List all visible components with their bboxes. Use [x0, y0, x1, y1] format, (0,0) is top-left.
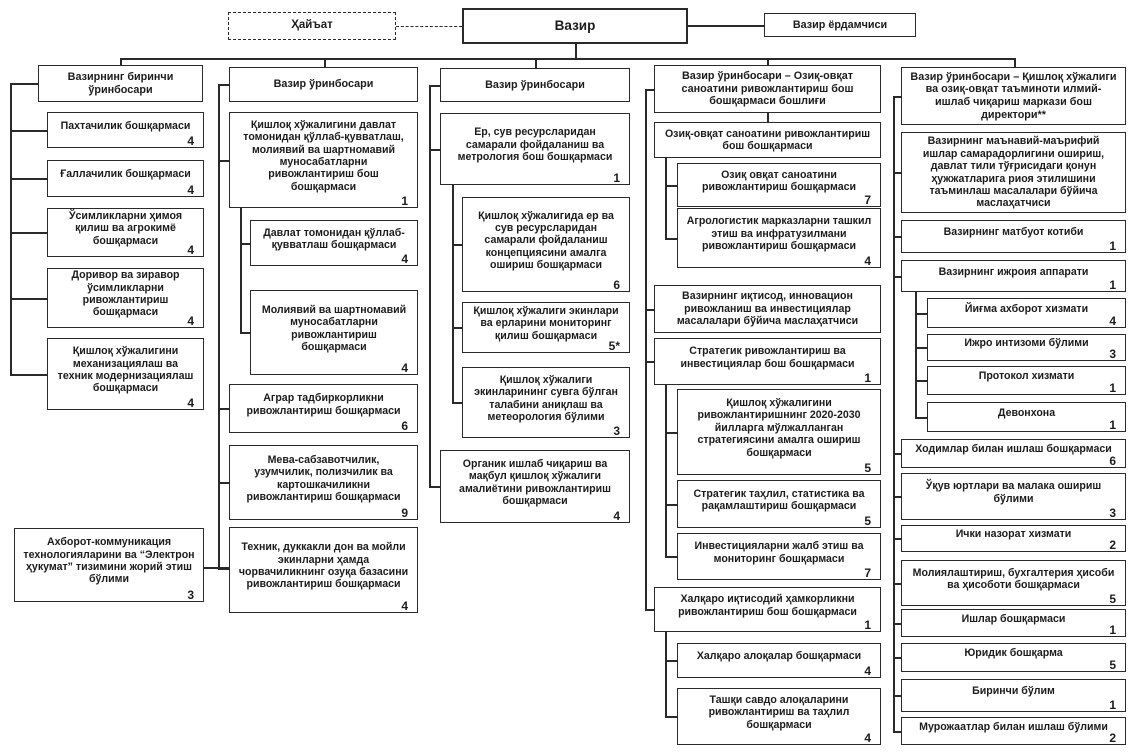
org-box-label: Ўқув юртлари ва малака ошириш бўлими	[925, 480, 1102, 505]
org-box-label: Қишлоқ хўжалигини механизациялаш ва техник модернизациялаш бошқармаси	[57, 345, 194, 395]
connector-line	[396, 26, 462, 27]
connector-line	[452, 185, 454, 402]
connector-line	[452, 327, 462, 329]
connector-line	[893, 172, 901, 174]
connector-line	[893, 657, 901, 659]
org-box-label: Аграр тадбиркорликни ривожлантириш бошқармаси	[246, 392, 401, 417]
org-box-count: 4	[864, 663, 871, 678]
column-header-label: Вазир ўринбосари	[485, 78, 585, 91]
org-box	[250, 220, 418, 266]
connector-line	[240, 243, 250, 245]
org-box-label: Ижро интизоми бўлими	[964, 337, 1089, 350]
org-box	[229, 445, 418, 520]
org-box-count: 1	[613, 170, 620, 185]
org-box-label: Молиявий ва шартномавий муносабатларни ривожлантириш бошқармаси	[261, 303, 407, 353]
org-box	[462, 302, 630, 353]
org-box-count: 1	[1109, 697, 1116, 712]
assistant-box	[764, 13, 916, 37]
org-box-label: Доривор ва зиравор ўсимликларни ривожлантириш бошқармаси	[71, 269, 180, 319]
connector-line	[893, 276, 901, 278]
connector-line	[575, 44, 577, 58]
column-header-label: Вазир ўринбосари – Қишлоқ хўжалиги ва озиқ-овқат таъминоти илмий-ишлаб чиқариш маркази бош директори**	[910, 70, 1117, 121]
org-box-label: Қишлоқ хўжалиги экинлари ва ерларини мониторинг қилиш бошқармаси	[473, 304, 619, 342]
connector-line	[915, 417, 927, 419]
org-box	[677, 480, 881, 528]
org-box-label: Стратегик ривожлантириш ва инвестициялар бош бошқармаси	[680, 345, 855, 370]
org-box-label: Ходимлар билан ишлаш бошқармаси	[915, 443, 1112, 456]
org-box-count: 6	[613, 277, 620, 292]
connector-line	[218, 84, 229, 86]
org-box-label: Халқаро алоқалар бошқармаси	[696, 650, 862, 663]
org-box-label: Халқаро иқтисодий ҳамкорликни ривожлантириш бош бошқармаси	[678, 593, 857, 618]
org-box-label: Вазирнинг ижроия аппарати	[938, 265, 1089, 278]
connector-line	[665, 238, 677, 240]
org-box-count: 4	[613, 508, 620, 523]
connector-line	[915, 347, 927, 349]
org-box-count: 4	[1109, 313, 1116, 328]
connector-line	[429, 486, 440, 488]
org-box-label: Мева-сабзавотчилик, узумчилик, полизчилик ва картошкачиликни ривожлантириш бошқармаси	[246, 453, 401, 503]
org-box-count: 2	[1109, 730, 1116, 745]
org-box-count: 4	[187, 133, 194, 148]
org-box-label: Озиқ-овқат саноатини ривожлантириш бош бошқармаси	[664, 127, 871, 152]
column-header-5	[901, 67, 1126, 125]
org-box-count: 4	[401, 360, 408, 375]
org-box-label: Озиқ овқат саноатини ривожлантириш бошқармаси	[701, 168, 857, 193]
org-box-count: 6	[1109, 453, 1116, 468]
column-header-2	[229, 67, 418, 102]
connector-line	[10, 130, 47, 132]
minister-label: Вазир	[554, 18, 596, 34]
connector-line	[10, 298, 47, 300]
org-box	[229, 384, 418, 433]
org-box-count: 9	[401, 505, 408, 520]
org-box-label: Йиғма ахборот хизмати	[964, 302, 1089, 315]
org-box	[927, 298, 1126, 328]
org-box	[677, 643, 881, 678]
connector-line	[665, 504, 677, 506]
connector-line	[893, 236, 901, 238]
org-box	[229, 112, 418, 208]
org-box	[901, 260, 1126, 292]
connector-line	[429, 149, 440, 151]
org-box-label: Қишлоқ хўжалигида ер ва сув ресурсларидан самарали фойдаланиш концепциясини амалга ошириш бошқармаси	[478, 209, 614, 272]
connector-line	[893, 538, 901, 540]
org-box-count: 4	[401, 598, 408, 613]
connector-line	[218, 568, 229, 570]
org-box	[47, 208, 204, 257]
connector-line	[10, 374, 47, 376]
org-box	[250, 290, 418, 375]
org-box	[14, 528, 204, 602]
org-box-count: 4	[864, 730, 871, 745]
connector-line	[893, 731, 901, 733]
org-box	[440, 113, 630, 185]
org-box	[654, 122, 881, 158]
board-label: Ҳайъат	[291, 19, 333, 32]
org-box-count: 1	[1109, 380, 1116, 395]
org-box	[677, 389, 881, 475]
minister-box	[462, 8, 688, 44]
column-header-label: Вазир ўринбосари – Озиқ-овқат саноатини ривожлантириш бош бошқармаси бошлиғи	[681, 70, 854, 108]
org-box	[927, 366, 1126, 395]
connector-line	[218, 482, 229, 484]
column-header-3	[440, 68, 630, 102]
org-box	[47, 160, 204, 197]
org-box	[901, 132, 1126, 213]
connector-line	[452, 244, 462, 246]
connector-line	[645, 361, 654, 363]
connector-line	[10, 83, 12, 374]
org-box	[901, 609, 1126, 637]
connector-line	[10, 232, 47, 234]
org-box	[677, 208, 881, 268]
org-box-count: 1	[401, 193, 408, 208]
connector-line	[893, 623, 901, 625]
org-box-count: 4	[864, 253, 871, 268]
org-box-count: 2	[1109, 537, 1116, 552]
org-box	[901, 439, 1126, 468]
connector-line	[893, 695, 901, 697]
org-box-count: 6	[401, 418, 408, 433]
org-box	[901, 679, 1126, 712]
org-box-count: 5	[864, 513, 871, 528]
org-box	[927, 402, 1126, 432]
connector-line	[218, 84, 220, 568]
connector-line	[120, 58, 1014, 60]
connector-line	[240, 208, 242, 332]
org-box	[901, 560, 1126, 606]
org-box-label: Ишлар бошқармаси	[961, 612, 1066, 625]
org-box-count: 3	[613, 423, 620, 438]
org-box	[462, 197, 630, 292]
org-box-count: 7	[864, 565, 871, 580]
connector-line	[767, 113, 769, 122]
org-box	[901, 220, 1126, 253]
connector-line	[120, 58, 122, 65]
org-box-label: Ахборот-коммуникация технологияларини ва “Электрон ҳукумат” тизимини жорий этиш бўлими	[23, 536, 195, 586]
org-box-label: Давлат томонидан қўллаб-қувватлаш бошқармаси	[263, 226, 405, 251]
board-box	[228, 12, 396, 40]
org-box-label: Ички назорат хизмати	[955, 528, 1072, 541]
connector-line	[893, 496, 901, 498]
org-box-label: Юридик бошқарма	[964, 647, 1063, 660]
org-box	[901, 643, 1126, 672]
assistant-label: Вазир ёрдамчиси	[792, 18, 888, 31]
org-box-label: Мурожаатлар билан ишлаш бўлими	[919, 720, 1108, 733]
connector-line	[10, 178, 47, 180]
org-box-label: Ташқи савдо алоқаларини ривожлантириш ва таҳлил бошқармаси	[708, 693, 850, 731]
org-box-label: Инвестицияларни жалб этиш ва мониторинг бошқармаси	[694, 540, 864, 565]
org-box-label: Ер, сув ресурсларидан самарали фойдаланиш ва метрология бош бошқармаси	[457, 126, 613, 164]
org-box-label: Вазирнинг маънавий-маърифий ишлар самарадорлигини ошириш, давлат тили тўғрисидаги қонун ҳужжатларига риоя этилишини таъминлаш масалалари бўйича маслаҳатчиси	[922, 135, 1105, 210]
org-box-count: 5	[1109, 657, 1116, 672]
connector-line	[429, 85, 431, 486]
org-box-count: 4	[401, 251, 408, 266]
org-box-count: 5	[1109, 591, 1116, 606]
org-box-label: Қишлоқ хўжалигини ривожлантиришнинг 2020-2030 йилларга мўлжалланган стратегиясини амалга ошириш бошқармаси	[697, 397, 861, 459]
connector-line	[893, 453, 901, 455]
org-box-count: 7	[864, 192, 871, 207]
org-box-label: Протокол хизмати	[978, 370, 1075, 383]
org-box	[47, 268, 204, 328]
org-box-count: 4	[187, 313, 194, 328]
connector-line	[429, 85, 440, 87]
connector-line	[645, 609, 654, 611]
connector-line	[767, 58, 769, 65]
connector-line	[915, 313, 927, 315]
org-box	[901, 717, 1126, 745]
org-box	[47, 112, 204, 148]
org-box	[47, 338, 204, 410]
connector-line	[645, 89, 647, 609]
org-box-count: 4	[187, 242, 194, 257]
org-box-count: 4	[187, 182, 194, 197]
org-box-count: 3	[1109, 346, 1116, 361]
org-box-label: Биринчи бўлим	[972, 685, 1055, 698]
column-header-4	[654, 65, 881, 113]
connector-line	[218, 160, 229, 162]
org-box-label: Органик ишлаб чиқариш ва мақбул қишлоқ хўжалиги амалиётини ривожлантириш бошқармаси	[459, 457, 611, 507]
org-box-label: Агрологистик марказларни ташкил этиш ва инфратузилмани ривожлантириш бошқармаси	[686, 215, 872, 253]
org-box-count: 3	[1109, 505, 1116, 520]
connector-line	[665, 185, 677, 187]
org-box-label: Қишлоқ хўжалигини давлат томонидан қўллаб-қувватлаш, молиявий ва шартномавий муносабатларни ривожлантириш бош бошқармаси	[243, 118, 404, 193]
connector-line	[645, 309, 654, 311]
connector-line	[535, 58, 537, 68]
org-box-label: Техник, дуккакли дон ва мойли экинларни ҳамда чорвачиликнинг озуқа базасини ривожлантириш бошқармаси	[238, 541, 409, 591]
org-box-count: 3	[187, 587, 194, 602]
connector-line	[915, 380, 927, 382]
connector-line	[665, 660, 677, 662]
org-box-count: 1	[1109, 417, 1116, 432]
column-header-label: Вазирнинг биринчи ўринбосари	[67, 70, 174, 96]
org-box-label: Пахтачилик бошқармаси	[60, 119, 191, 132]
org-box-count: 5*	[608, 338, 620, 353]
org-box	[901, 473, 1126, 520]
org-box-label: Ғаллачилик бошқармаси	[60, 168, 191, 181]
org-box	[654, 587, 881, 632]
connector-line	[915, 292, 917, 417]
org-box	[654, 285, 881, 333]
connector-line	[665, 632, 667, 716]
column-header-label: Вазир ўринбосари	[273, 78, 374, 91]
org-box	[677, 533, 881, 580]
org-box-label: Молиялаштириш, бухгалтерия ҳисоби ва ҳисоботи бошқармаси	[912, 566, 1115, 591]
connector-line	[324, 58, 326, 67]
connector-line	[665, 385, 667, 556]
connector-line	[665, 556, 677, 558]
org-box	[677, 688, 881, 745]
org-box-label: Вазирнинг иқтисод, инновацион ривожланиш ва инвестициялар масалалари бўйича маслаҳатчиси	[676, 290, 859, 328]
org-box-count: 5	[864, 460, 871, 475]
connector-line	[665, 716, 677, 718]
org-box-label: Вазирнинг матбуот котиби	[943, 226, 1084, 239]
org-box-label: Девонхона	[997, 406, 1056, 419]
connector-line	[218, 408, 229, 410]
org-box-label: Стратегик таҳлил, статистика ва рақамлаштириш бошқармаси	[693, 487, 865, 512]
org-box-count: 4	[187, 395, 194, 410]
connector-line	[10, 83, 38, 85]
connector-line	[452, 402, 462, 404]
connector-line	[240, 332, 250, 334]
connector-line	[893, 583, 901, 585]
connector-line	[665, 158, 667, 238]
org-box-count: 1	[1109, 238, 1116, 253]
org-box	[229, 527, 418, 613]
org-box	[901, 525, 1126, 552]
org-box-count: 1	[864, 370, 871, 385]
connector-line	[688, 25, 764, 27]
org-box	[927, 334, 1126, 361]
org-box-count: 1	[864, 617, 871, 632]
org-box-label: Қишлоқ хўжалиги экинларининг сувга бўлган талабини аниқлаш ва метеорология бўлими	[474, 373, 618, 423]
org-box	[654, 338, 881, 385]
org-box	[677, 163, 881, 207]
org-box	[440, 450, 630, 523]
connector-line	[1014, 58, 1016, 67]
org-box-count: 1	[1109, 622, 1116, 637]
org-box-label: Ўсимликларни ҳимоя қилиш ва агрокимё бошқармаси	[68, 209, 183, 247]
column-header-1	[38, 65, 203, 102]
connector-line	[665, 432, 677, 434]
connector-line	[893, 96, 895, 731]
org-box	[462, 367, 630, 438]
org-box-count: 1	[1109, 277, 1116, 292]
